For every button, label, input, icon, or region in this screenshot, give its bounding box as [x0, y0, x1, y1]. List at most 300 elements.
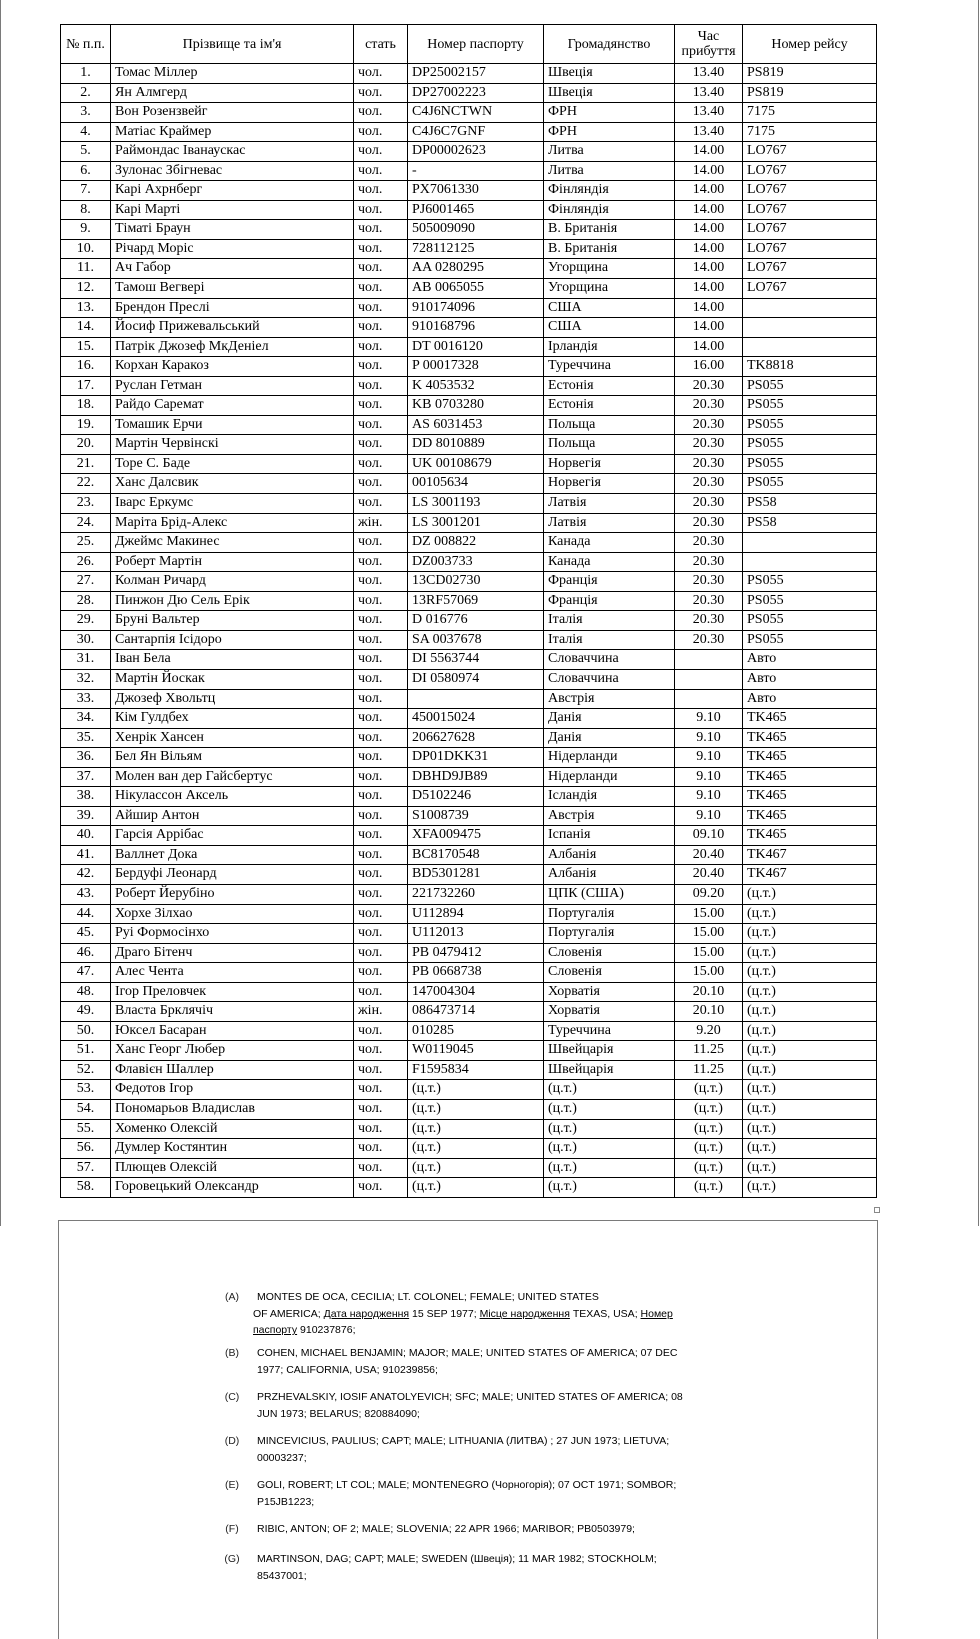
row-number: 52. [61, 1060, 111, 1080]
entry-text-segment: 00003237; [257, 1451, 307, 1464]
table-row [61, 1099, 877, 1119]
row-arrival-time: 20.30 [675, 435, 743, 455]
row-arrival-time: 14.00 [675, 337, 743, 357]
entry-text [257, 1551, 797, 1584]
row-sex: чол. [354, 709, 408, 729]
row-arrival-time: 14.00 [675, 259, 743, 279]
header-name: Прізвище та ім'я [111, 25, 354, 64]
table-row [61, 728, 877, 748]
row-flight: Авто [743, 650, 877, 670]
row-passport: BD5301281 [408, 865, 544, 885]
table-row [61, 298, 877, 318]
row-flight: (ц.т.) [743, 884, 877, 904]
row-name: Хенрік Хансен [111, 728, 354, 748]
table-row [61, 454, 877, 474]
table-row [61, 552, 877, 572]
row-citizenship: ЦПК (США) [544, 884, 675, 904]
row-name: Федотов Ігор [111, 1080, 354, 1100]
row-flight: TK467 [743, 865, 877, 885]
row-number: 17. [61, 376, 111, 396]
row-flight: 7175 [743, 103, 877, 123]
row-arrival-time: 15.00 [675, 904, 743, 924]
row-citizenship: Франція [544, 591, 675, 611]
table-row [61, 279, 877, 299]
row-citizenship: Естонія [544, 396, 675, 416]
row-number: 27. [61, 572, 111, 592]
row-passport: - [408, 161, 544, 181]
row-name: Плющев Олексій [111, 1158, 354, 1178]
row-flight: TK465 [743, 787, 877, 807]
entry-underlined-label: Номер [640, 1307, 673, 1320]
row-arrival-time: 14.00 [675, 200, 743, 220]
row-passport: BC8170548 [408, 845, 544, 865]
row-number: 34. [61, 709, 111, 729]
row-flight: TK465 [743, 806, 877, 826]
row-citizenship: Канада [544, 552, 675, 572]
row-sex: чол. [354, 630, 408, 650]
row-sex: чол. [354, 689, 408, 709]
row-sex: чол. [354, 1041, 408, 1061]
row-sex: чол. [354, 318, 408, 338]
row-name: Торе С. Баде [111, 454, 354, 474]
row-citizenship: Швейцарія [544, 1041, 675, 1061]
row-sex: чол. [354, 865, 408, 885]
table-row [61, 64, 877, 84]
table-row [61, 513, 877, 533]
page-border-left [0, 0, 1, 1226]
row-citizenship: Данія [544, 709, 675, 729]
entry-line [257, 1494, 797, 1511]
table-row [61, 787, 877, 807]
row-sex: чол. [354, 806, 408, 826]
row-number: 57. [61, 1158, 111, 1178]
entry-text-segment: COHEN, MICHAEL BENJAMIN; MAJOR; MALE; UNITED STATES OF AMERICA; 07 DEC [257, 1347, 678, 1359]
row-flight: LO767 [743, 181, 877, 201]
entry-text-segment: 85437001; [257, 1569, 307, 1582]
row-number: 42. [61, 865, 111, 885]
row-sex: жін. [354, 1002, 408, 1022]
row-citizenship: Франція [544, 572, 675, 592]
row-flight: Авто [743, 669, 877, 689]
row-passport: 206627628 [408, 728, 544, 748]
row-citizenship: Фінляндія [544, 200, 675, 220]
row-flight: LO767 [743, 161, 877, 181]
row-number: 40. [61, 826, 111, 846]
row-flight: PS055 [743, 591, 877, 611]
row-number: 26. [61, 552, 111, 572]
row-citizenship: Норвегія [544, 454, 675, 474]
row-number: 48. [61, 982, 111, 1002]
row-number: 18. [61, 396, 111, 416]
row-name: Кім Гулдбех [111, 709, 354, 729]
row-name: Ач Габор [111, 259, 354, 279]
row-passport: 147004304 [408, 982, 544, 1002]
row-number: 49. [61, 1002, 111, 1022]
row-name: Ханс Георг Любер [111, 1041, 354, 1061]
row-flight: PS055 [743, 435, 877, 455]
row-citizenship: Італія [544, 630, 675, 650]
row-name: Корхан Каракоз [111, 357, 354, 377]
row-flight [743, 318, 877, 338]
table-row [61, 181, 877, 201]
row-sex: чол. [354, 1139, 408, 1159]
row-sex: чол. [354, 161, 408, 181]
row-flight: LO767 [743, 200, 877, 220]
row-passport: PX7061330 [408, 181, 544, 201]
table-row [61, 1158, 877, 1178]
table-row [61, 611, 877, 631]
row-passport [408, 689, 544, 709]
row-passport: DP00002623 [408, 142, 544, 162]
row-citizenship: Португалія [544, 904, 675, 924]
table-row [61, 83, 877, 103]
row-name: Річард Моріс [111, 239, 354, 259]
row-arrival-time: 20.30 [675, 572, 743, 592]
row-passport: D5102246 [408, 787, 544, 807]
row-flight: (ц.т.) [743, 1021, 877, 1041]
entry-text [257, 1433, 797, 1466]
row-citizenship: Латвія [544, 513, 675, 533]
row-sex: жін. [354, 513, 408, 533]
row-citizenship: (ц.т.) [544, 1178, 675, 1198]
header-passport: Номер паспорту [408, 25, 544, 64]
row-sex: чол. [354, 220, 408, 240]
row-arrival-time: 9.10 [675, 767, 743, 787]
row-name: Пономарьов Владислав [111, 1099, 354, 1119]
row-citizenship: Угорщина [544, 279, 675, 299]
row-name: Матіас Краймер [111, 122, 354, 142]
row-flight: (ц.т.) [743, 1080, 877, 1100]
row-citizenship: Хорватія [544, 1002, 675, 1022]
entry-label: (G) [224, 1553, 240, 1565]
row-flight: LO767 [743, 239, 877, 259]
row-number: 10. [61, 239, 111, 259]
row-passport: W0119045 [408, 1041, 544, 1061]
row-arrival-time: (ц.т.) [675, 1178, 743, 1198]
row-name: Вон Розензвейг [111, 103, 354, 123]
row-number: 46. [61, 943, 111, 963]
row-name: Патрік Джозеф МкДеніел [111, 337, 354, 357]
row-passport: U112894 [408, 904, 544, 924]
row-number: 16. [61, 357, 111, 377]
entry-text [257, 1521, 797, 1538]
row-name: Карі Марті [111, 200, 354, 220]
row-citizenship: Литва [544, 161, 675, 181]
row-arrival-time: 14.00 [675, 298, 743, 318]
row-sex: чол. [354, 650, 408, 670]
entry-label: (D) [224, 1435, 240, 1447]
row-flight: (ц.т.) [743, 1178, 877, 1198]
row-number: 4. [61, 122, 111, 142]
row-flight: TK465 [743, 767, 877, 787]
table-row [61, 982, 877, 1002]
row-arrival-time: 14.00 [675, 181, 743, 201]
table-row [61, 161, 877, 181]
entry-text-segment: PRZHEVALSKIY, IOSIF ANATOLYEVICH; SFC; MALE; UNITED STATES OF AMERICA; 08 [257, 1391, 683, 1403]
table-header-row [61, 25, 877, 64]
table-row [61, 103, 877, 123]
table-resize-handle[interactable] [874, 1207, 880, 1213]
row-name: Думлер Костянтин [111, 1139, 354, 1159]
row-citizenship: Ірландія [544, 337, 675, 357]
row-passport: AB 0065055 [408, 279, 544, 299]
row-name: Райдо Саремат [111, 396, 354, 416]
row-arrival-time: 13.40 [675, 122, 743, 142]
row-name: Іварс Еркумс [111, 494, 354, 514]
row-sex: чол. [354, 787, 408, 807]
table-row [61, 865, 877, 885]
entry-label: (A) [225, 1291, 239, 1303]
row-arrival-time: 11.25 [675, 1060, 743, 1080]
row-flight: LO767 [743, 220, 877, 240]
row-sex: чол. [354, 181, 408, 201]
row-citizenship: США [544, 318, 675, 338]
row-passport: (ц.т.) [408, 1099, 544, 1119]
row-arrival-time: 20.30 [675, 533, 743, 553]
table-row [61, 748, 877, 768]
entry-text [257, 1389, 797, 1422]
row-sex: чол. [354, 982, 408, 1002]
entry-text-segment: JUN 1973; BELARUS; 820884090; [257, 1407, 420, 1420]
row-arrival-time: (ц.т.) [675, 1080, 743, 1100]
row-citizenship: Швеція [544, 83, 675, 103]
entry-text-segment: RIBIC, ANTON; OF 2; MALE; SLOVENIA; 22 APR 1966; MARIBOR; PB0503979; [257, 1523, 635, 1535]
row-flight: TK465 [743, 728, 877, 748]
entry-text [253, 1289, 797, 1339]
row-flight: TK8818 [743, 357, 877, 377]
row-flight: (ц.т.) [743, 1158, 877, 1178]
row-flight: (ц.т.) [743, 1060, 877, 1080]
row-number: 6. [61, 161, 111, 181]
row-flight: Авто [743, 689, 877, 709]
row-number: 32. [61, 669, 111, 689]
row-arrival-time: 13.40 [675, 103, 743, 123]
table-row [61, 1080, 877, 1100]
row-arrival-time: 9.10 [675, 728, 743, 748]
row-arrival-time [675, 669, 743, 689]
row-sex: чол. [354, 943, 408, 963]
row-number: 7. [61, 181, 111, 201]
row-name: Колман Ричард [111, 572, 354, 592]
row-arrival-time: 13.40 [675, 83, 743, 103]
row-arrival-time: 20.40 [675, 865, 743, 885]
row-arrival-time: 20.10 [675, 1002, 743, 1022]
row-passport: XFA009475 [408, 826, 544, 846]
row-passport: DI 5563744 [408, 650, 544, 670]
row-name: Молен ван дер Гайсбертус [111, 767, 354, 787]
row-passport: DBHD9JB89 [408, 767, 544, 787]
entry-line [257, 1362, 797, 1379]
row-arrival-time: 14.00 [675, 279, 743, 299]
table-row [61, 1041, 877, 1061]
row-passport: 13CD02730 [408, 572, 544, 592]
row-flight: PS819 [743, 64, 877, 84]
table-row [61, 318, 877, 338]
row-name: Флавієн Шаллер [111, 1060, 354, 1080]
row-passport: 221732260 [408, 884, 544, 904]
entry-text-segment: MARTINSON, DAG; CAPT; MALE; SWEDEN (Швеція); 11 MAR 1982; STOCKHOLM; [257, 1553, 657, 1565]
row-number: 39. [61, 806, 111, 826]
row-number: 5. [61, 142, 111, 162]
row-passport: DD 8010889 [408, 435, 544, 455]
row-flight: (ц.т.) [743, 1002, 877, 1022]
row-arrival-time: 14.00 [675, 220, 743, 240]
table-row [61, 669, 877, 689]
row-arrival-time: 20.30 [675, 454, 743, 474]
row-arrival-time: 20.30 [675, 494, 743, 514]
row-number: 22. [61, 474, 111, 494]
row-arrival-time: 16.00 [675, 357, 743, 377]
row-sex: чол. [354, 728, 408, 748]
row-sex: чол. [354, 279, 408, 299]
table-row [61, 396, 877, 416]
table-row [61, 650, 877, 670]
row-flight: (ц.т.) [743, 924, 877, 944]
entry-text [257, 1477, 797, 1510]
row-sex: чол. [354, 552, 408, 572]
row-citizenship: Італія [544, 611, 675, 631]
row-passport: DZ 008822 [408, 533, 544, 553]
row-flight: (ц.т.) [743, 943, 877, 963]
table-row [61, 357, 877, 377]
row-sex: чол. [354, 122, 408, 142]
row-passport: U112013 [408, 924, 544, 944]
row-arrival-time: 11.25 [675, 1041, 743, 1061]
row-flight: PS055 [743, 474, 877, 494]
row-citizenship: Туреччина [544, 1021, 675, 1041]
row-citizenship: Норвегія [544, 474, 675, 494]
row-passport: 728112125 [408, 239, 544, 259]
row-name: Нікулассон Аксель [111, 787, 354, 807]
row-number: 15. [61, 337, 111, 357]
row-citizenship: (ц.т.) [544, 1080, 675, 1100]
row-passport: DZ003733 [408, 552, 544, 572]
row-name: Власта Брклячіч [111, 1002, 354, 1022]
entry-underlined-label: Місце народження [479, 1307, 570, 1320]
row-name: Ігор Преловчек [111, 982, 354, 1002]
row-number: 53. [61, 1080, 111, 1100]
row-number: 11. [61, 259, 111, 279]
row-number: 56. [61, 1139, 111, 1159]
row-name: Бел Ян Вільям [111, 748, 354, 768]
row-passport: 010285 [408, 1021, 544, 1041]
table-row [61, 943, 877, 963]
row-passport: DP25002157 [408, 64, 544, 84]
header-arrival: Час прибуття [675, 25, 743, 64]
entry-line [257, 1477, 797, 1494]
row-passport: PJ6001465 [408, 200, 544, 220]
row-number: 29. [61, 611, 111, 631]
table-row [61, 142, 877, 162]
row-number: 58. [61, 1178, 111, 1198]
row-number: 25. [61, 533, 111, 553]
header-num: № п.п. [61, 25, 111, 64]
row-arrival-time: 14.00 [675, 318, 743, 338]
row-citizenship: Нідерланди [544, 748, 675, 768]
row-citizenship: Словаччина [544, 669, 675, 689]
table-row [61, 494, 877, 514]
row-number: 1. [61, 64, 111, 84]
header-sex: стать [354, 25, 408, 64]
row-arrival-time: 20.30 [675, 630, 743, 650]
entry-text-segment: 1977; CALIFORNIA, USA; 910239856; [257, 1363, 438, 1376]
row-flight: PS055 [743, 572, 877, 592]
row-citizenship: Хорватія [544, 982, 675, 1002]
row-sex: чол. [354, 748, 408, 768]
table-row [61, 259, 877, 279]
row-citizenship: Канада [544, 533, 675, 553]
row-name: Роберт Мартін [111, 552, 354, 572]
row-arrival-time: 09.20 [675, 884, 743, 904]
row-number: 44. [61, 904, 111, 924]
row-arrival-time: 14.00 [675, 161, 743, 181]
table-row [61, 474, 877, 494]
row-number: 54. [61, 1099, 111, 1119]
row-name: Алес Чента [111, 963, 354, 983]
row-sex: чол. [354, 435, 408, 455]
row-flight: 7175 [743, 122, 877, 142]
row-arrival-time: 13.40 [675, 64, 743, 84]
row-passport: 910168796 [408, 318, 544, 338]
entry-label: (B) [225, 1347, 239, 1359]
row-passport: PB 0668738 [408, 963, 544, 983]
row-passport: PB 0479412 [408, 943, 544, 963]
row-passport: KB 0703280 [408, 396, 544, 416]
row-arrival-time: 15.00 [675, 943, 743, 963]
row-citizenship: Албанія [544, 845, 675, 865]
row-number: 13. [61, 298, 111, 318]
entry-line [257, 1568, 797, 1585]
row-number: 33. [61, 689, 111, 709]
row-arrival-time: 20.30 [675, 396, 743, 416]
row-name: Роберт Йерубіно [111, 884, 354, 904]
row-name: Бердуфі Леонард [111, 865, 354, 885]
row-passport: 13RF57069 [408, 591, 544, 611]
row-name: Мартін Йоскак [111, 669, 354, 689]
row-number: 41. [61, 845, 111, 865]
row-number: 12. [61, 279, 111, 299]
row-sex: чол. [354, 396, 408, 416]
entry-line [257, 1433, 797, 1450]
row-sex: чол. [354, 1158, 408, 1178]
table-row [61, 239, 877, 259]
table-row [61, 1139, 877, 1159]
row-name: Ханс Далсвик [111, 474, 354, 494]
table-row [61, 689, 877, 709]
row-flight: TK465 [743, 748, 877, 768]
row-arrival-time: 20.30 [675, 415, 743, 435]
entry-underlined-label: Дата народження [323, 1307, 410, 1320]
table-row [61, 1060, 877, 1080]
row-arrival-time: 20.10 [675, 982, 743, 1002]
row-arrival-time: 9.10 [675, 709, 743, 729]
row-sex: чол. [354, 494, 408, 514]
row-flight: TK465 [743, 826, 877, 846]
row-passport: DP27002223 [408, 83, 544, 103]
row-citizenship: В. Британія [544, 220, 675, 240]
row-passport: (ц.т.) [408, 1139, 544, 1159]
header-citizenship: Громадянство [544, 25, 675, 64]
row-arrival-time [675, 650, 743, 670]
row-name: Сантарпія Ісідоро [111, 630, 354, 650]
entry-text-segment: GOLI, ROBERT; LT COL; MALE; MONTENEGRO (Чорногорія); 07 OCT 1971; SOMBOR; [257, 1479, 677, 1491]
row-name: Гарсія Аррібас [111, 826, 354, 846]
row-citizenship: Словаччина [544, 650, 675, 670]
row-number: 55. [61, 1119, 111, 1139]
row-sex: чол. [354, 591, 408, 611]
table-row [61, 1119, 877, 1139]
row-sex: чол. [354, 1080, 408, 1100]
